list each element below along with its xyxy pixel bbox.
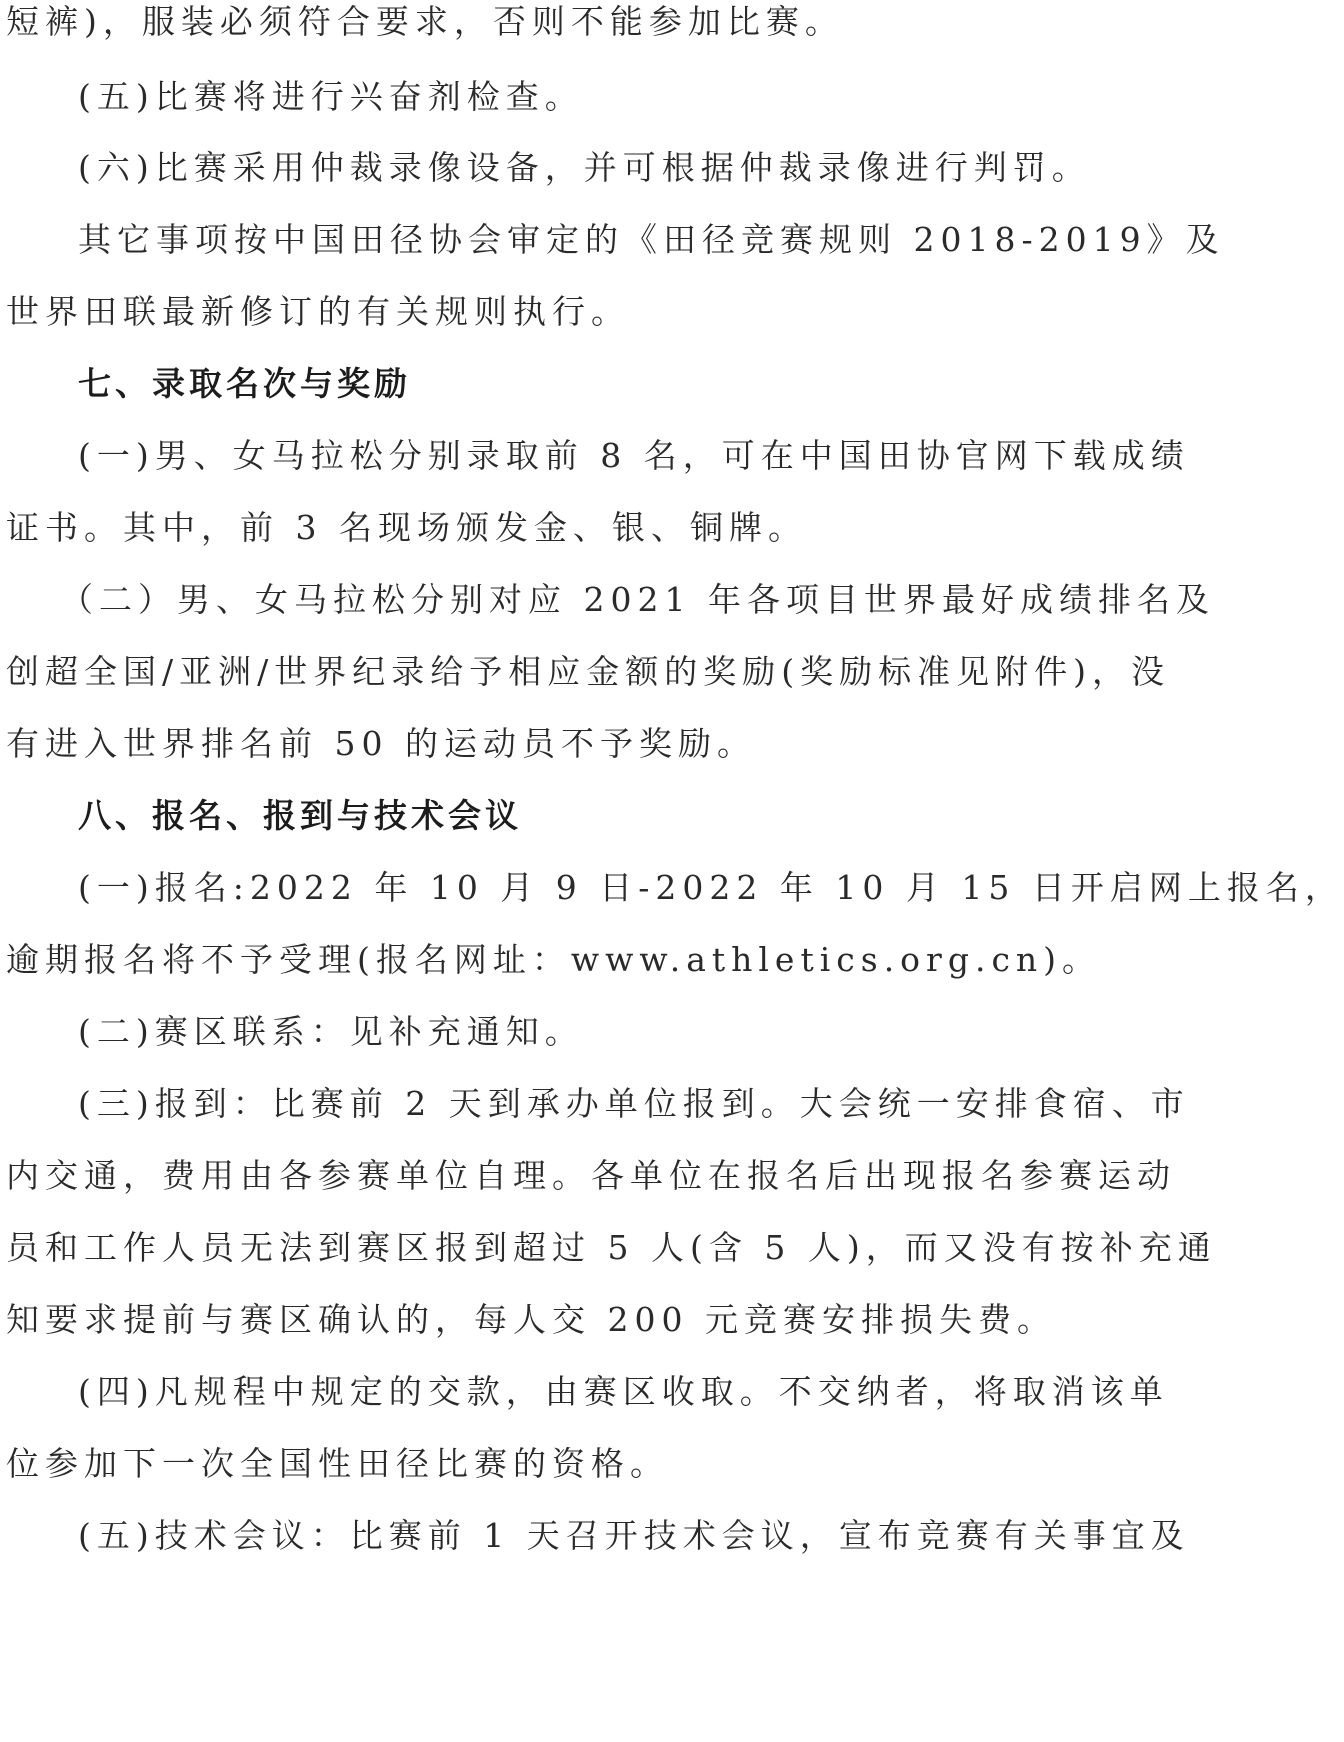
paragraph-line: 员和工作人员无法到赛区报到超过 5 人(含 5 人)，而又没有按补充通 xyxy=(6,1228,1217,1267)
paragraph-line: 创超全国/亚洲/世界纪录给予相应金额的奖励(奖励标准见附件)，没 xyxy=(6,652,1170,691)
paragraph-line: 位参加下一次全国性田径比赛的资格。 xyxy=(6,1444,669,1483)
paragraph-line: 证书。其中，前 3 名现场颁发金、银、铜牌。 xyxy=(6,508,807,547)
paragraph-line: 其它事项按中国田径协会审定的《田径竞赛规则 2018-2019》及 xyxy=(78,220,1225,259)
paragraph-line: 逾期报名将不予受理(报名网址：www.athletics.org.cn)。 xyxy=(6,940,1102,979)
paragraph-line: (六)比赛采用仲裁录像设备，并可根据仲裁录像进行判罚。 xyxy=(78,148,1091,187)
paragraph-line: (一)报名:2022 年 10 月 9 日-2022 年 10 月 15 日开启网上报名， xyxy=(78,868,1344,907)
paragraph-line: (三)报到：比赛前 2 天到承办单位报到。大会统一安排食宿、市 xyxy=(78,1084,1190,1123)
paragraph-line: 知要求提前与赛区确认的，每人交 200 元竞赛安排损失费。 xyxy=(6,1300,1056,1339)
paragraph-line: （二）男、女马拉松分别对应 2021 年各项目世界最好成绩排名及 xyxy=(60,580,1215,619)
paragraph-line: (一)男、女马拉松分别录取前 8 名，可在中国田协官网下载成绩 xyxy=(78,436,1190,475)
paragraph-line: (四)凡规程中规定的交款，由赛区收取。不交纳者，将取消该单 xyxy=(78,1372,1169,1411)
paragraph-line: (五)技术会议：比赛前 1 天召开技术会议，宣布竞赛有关事宜及 xyxy=(78,1516,1190,1555)
paragraph-line: (五)比赛将进行兴奋剂检查。 xyxy=(78,77,584,116)
paragraph-line: (二)赛区联系：见补充通知。 xyxy=(78,1012,584,1051)
paragraph-line: 内交通，费用由各参赛单位自理。各单位在报名后出现报名参赛运动 xyxy=(6,1156,1176,1195)
section-heading: 八、报名、报到与技术会议 xyxy=(78,796,522,835)
paragraph-line: 有进入世界排名前 50 的运动员不予奖励。 xyxy=(6,724,756,763)
paragraph-line: 短裤)，服装必须符合要求，否则不能参加比赛。 xyxy=(6,2,844,41)
paragraph-line: 世界田联最新修订的有关规则执行。 xyxy=(6,292,630,331)
section-heading: 七、录取名次与奖励 xyxy=(78,364,411,403)
